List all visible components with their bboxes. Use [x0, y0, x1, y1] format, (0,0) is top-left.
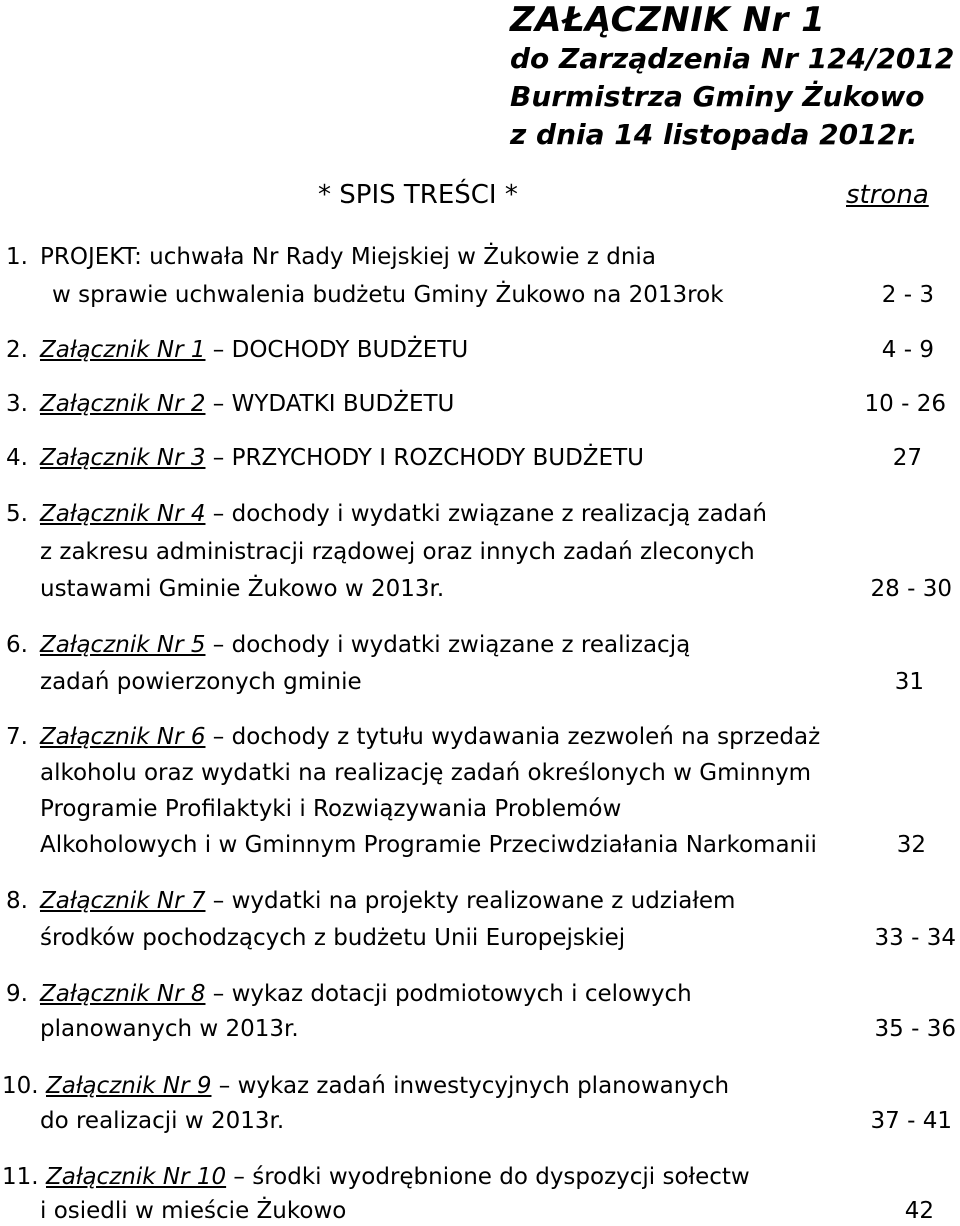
- annex-link[interactable]: Załącznik Nr 8: [40, 981, 206, 1007]
- entry-pages: 28 - 30: [870, 576, 952, 602]
- entry-line: Załącznik Nr 6 – dochody z tytułu wydawania zezwoleń na sprzedaż: [40, 724, 821, 750]
- entry-number: 7.: [6, 724, 28, 750]
- annex-title: ZAŁĄCZNIK Nr 1: [510, 0, 826, 40]
- entry-number: 5.: [6, 501, 28, 527]
- header-line-3: z dnia 14 listopada 2012r.: [510, 118, 918, 151]
- entry-line: Załącznik Nr 5 – dochody i wydatki związane z realizacją: [40, 632, 691, 658]
- entry-line: planowanych w 2013r.: [40, 1016, 299, 1042]
- annex-link[interactable]: Załącznik Nr 3: [40, 445, 206, 471]
- entry-number: 3.: [6, 391, 28, 417]
- entry-pages: 35 - 36: [874, 1016, 956, 1042]
- entry-line: Załącznik Nr 10 – środki wyodrębnione do dyspozycji sołectw: [46, 1164, 750, 1190]
- entry-line: Załącznik Nr 1 – DOCHODY BUDŻETU: [40, 337, 469, 363]
- annex-link[interactable]: Załącznik Nr 2: [40, 391, 206, 417]
- entry-pages: 37 - 41: [870, 1108, 952, 1134]
- entry-number: 4.: [6, 445, 28, 471]
- entry-number: 10.: [2, 1073, 39, 1099]
- entry-line: środków pochodzących z budżetu Unii Europejskiej: [40, 925, 626, 951]
- entry-line: alkoholu oraz wydatki na realizację zadań określonych w Gminnym: [40, 760, 812, 786]
- toc-page-column-header: strona: [846, 180, 929, 210]
- header-line-2: Burmistrza Gminy Żukowo: [510, 80, 925, 113]
- entry-line: Załącznik Nr 7 – wydatki na projekty realizowane z udziałem: [40, 888, 736, 914]
- entry-pages: 4 - 9: [881, 337, 934, 363]
- entry-pages: 10 - 26: [864, 391, 946, 417]
- entry-line: z zakresu administracji rządowej oraz innych zadań zleconych: [40, 539, 755, 565]
- annex-link[interactable]: Załącznik Nr 4: [40, 501, 206, 527]
- entry-number: 11.: [2, 1164, 39, 1190]
- entry-line: Załącznik Nr 3 – PRZYCHODY I ROZCHODY BUDŻETU: [40, 445, 644, 471]
- entry-line: Załącznik Nr 4 – dochody i wydatki związane z realizacją zadań: [40, 501, 767, 527]
- header-line-1: do Zarządzenia Nr 124/2012: [510, 42, 955, 75]
- entry-line: Alkoholowych i w Gminnym Programie Przeciwdziałania Narkomanii: [40, 832, 817, 858]
- entry-number: 2.: [6, 337, 28, 363]
- entry-pages: 42: [904, 1198, 934, 1224]
- annex-link[interactable]: Załącznik Nr 6: [40, 724, 206, 750]
- entry-line: do realizacji w 2013r.: [40, 1108, 285, 1134]
- entry-line: i osiedli w mieście Żukowo: [40, 1198, 347, 1224]
- entry-pages: 32: [896, 832, 926, 858]
- annex-link[interactable]: Załącznik Nr 7: [40, 888, 206, 914]
- entry-number: 9.: [6, 981, 28, 1007]
- entry-number: 8.: [6, 888, 28, 914]
- document-header: [510, 0, 954, 154]
- annex-link[interactable]: Załącznik Nr 9: [46, 1073, 212, 1099]
- entry-line: ustawami Gminie Żukowo w 2013r.: [40, 576, 445, 602]
- annex-link[interactable]: Załącznik Nr 10: [46, 1164, 227, 1190]
- entry-line: zadań powierzonych gminie: [40, 669, 362, 695]
- entry-line: w sprawie uchwalenia budżetu Gminy Żukowo na 2013rok: [52, 282, 724, 308]
- entry-pages: 31: [894, 669, 924, 695]
- entry-number: 6.: [6, 632, 28, 658]
- entry-line: Programie Profilaktyki i Rozwiązywania Problemów: [40, 796, 622, 822]
- toc-title: * SPIS TREŚCI *: [318, 180, 518, 210]
- annex-link[interactable]: Załącznik Nr 1: [40, 337, 206, 363]
- entry-line: Załącznik Nr 9 – wykaz zadań inwestycyjnych planowanych: [46, 1073, 730, 1099]
- entry-pages: 2 - 3: [881, 282, 934, 308]
- entry-pages: 33 - 34: [874, 925, 956, 951]
- entry-line: Załącznik Nr 2 – WYDATKI BUDŻETU: [40, 391, 455, 417]
- entry-pages: 27: [892, 445, 922, 471]
- entry-number: 1.: [6, 244, 28, 270]
- entry-line: PROJEKT: uchwała Nr Rady Miejskiej w Żukowie z dnia: [40, 244, 656, 270]
- entry-line: Załącznik Nr 8 – wykaz dotacji podmiotowych i celowych: [40, 981, 692, 1007]
- annex-link[interactable]: Załącznik Nr 5: [40, 632, 206, 658]
